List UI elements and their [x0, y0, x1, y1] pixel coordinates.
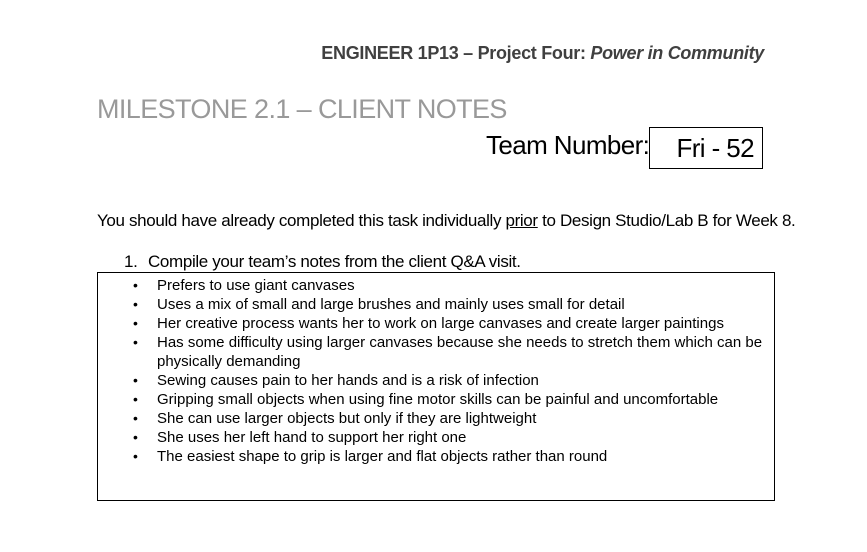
question-1 — [124, 252, 521, 272]
bullet-icon: • — [133, 410, 138, 426]
note-text: Sewing causes pain to her hands and is a risk of infection — [157, 372, 539, 389]
bullet-icon: • — [133, 391, 138, 407]
bullet-icon: • — [133, 334, 138, 350]
note-text: Gripping small objects when using fine motor skills can be painful and uncomfortable — [157, 391, 719, 408]
team-number-field — [649, 127, 763, 169]
course-header — [321, 43, 764, 64]
instruction-underlined: prior — [505, 211, 538, 230]
note-text: She can use larger objects but only if they are lightweight — [157, 410, 537, 427]
note-text: The easiest shape to grip is larger and flat objects rather than round — [157, 448, 608, 465]
milestone-title: MILESTONE 2.1 – CLIENT NOTES — [97, 94, 507, 124]
list-item — [98, 295, 774, 314]
bullet-icon: • — [133, 296, 138, 312]
client-notes-list — [98, 273, 774, 466]
course-header-prefix: ENGINEER 1P13 – Project Four: — [321, 43, 591, 63]
bullet-icon: • — [133, 372, 138, 388]
bullet-icon: • — [133, 277, 138, 293]
note-text: Prefers to use giant canvases — [157, 277, 355, 294]
list-item — [98, 390, 774, 409]
list-item — [98, 314, 774, 333]
instruction-text — [97, 211, 795, 231]
bullet-icon: • — [133, 448, 138, 464]
list-item — [98, 428, 774, 447]
list-item — [98, 409, 774, 428]
question-text: Compile your team’s notes from the client Q&A visit. — [148, 252, 521, 271]
bullet-icon: • — [133, 315, 138, 331]
course-project-name: Power in Community — [590, 43, 764, 63]
team-number-label: Team Number: — [486, 130, 650, 160]
note-text: Uses a mix of small and large brushes and mainly uses small for detail — [157, 296, 625, 313]
list-item — [98, 371, 774, 390]
list-item — [98, 276, 774, 295]
instruction-before: You should have already completed this task individually — [97, 211, 506, 230]
bullet-icon: • — [133, 429, 138, 445]
note-text: Her creative process wants her to work on large canvases and create larger paintings — [157, 315, 724, 332]
list-item — [98, 333, 774, 371]
note-text: She uses her left hand to support her right one — [157, 429, 467, 446]
question-number: 1. — [124, 252, 138, 271]
team-number-value: Fri - 52 — [676, 132, 754, 163]
list-item — [98, 447, 774, 466]
instruction-after: to Design Studio/Lab B for Week 8. — [537, 211, 796, 230]
note-text: Has some difficulty using larger canvases because she needs to stretch them which can be physically demanding — [157, 334, 763, 370]
client-notes-box — [97, 272, 775, 501]
